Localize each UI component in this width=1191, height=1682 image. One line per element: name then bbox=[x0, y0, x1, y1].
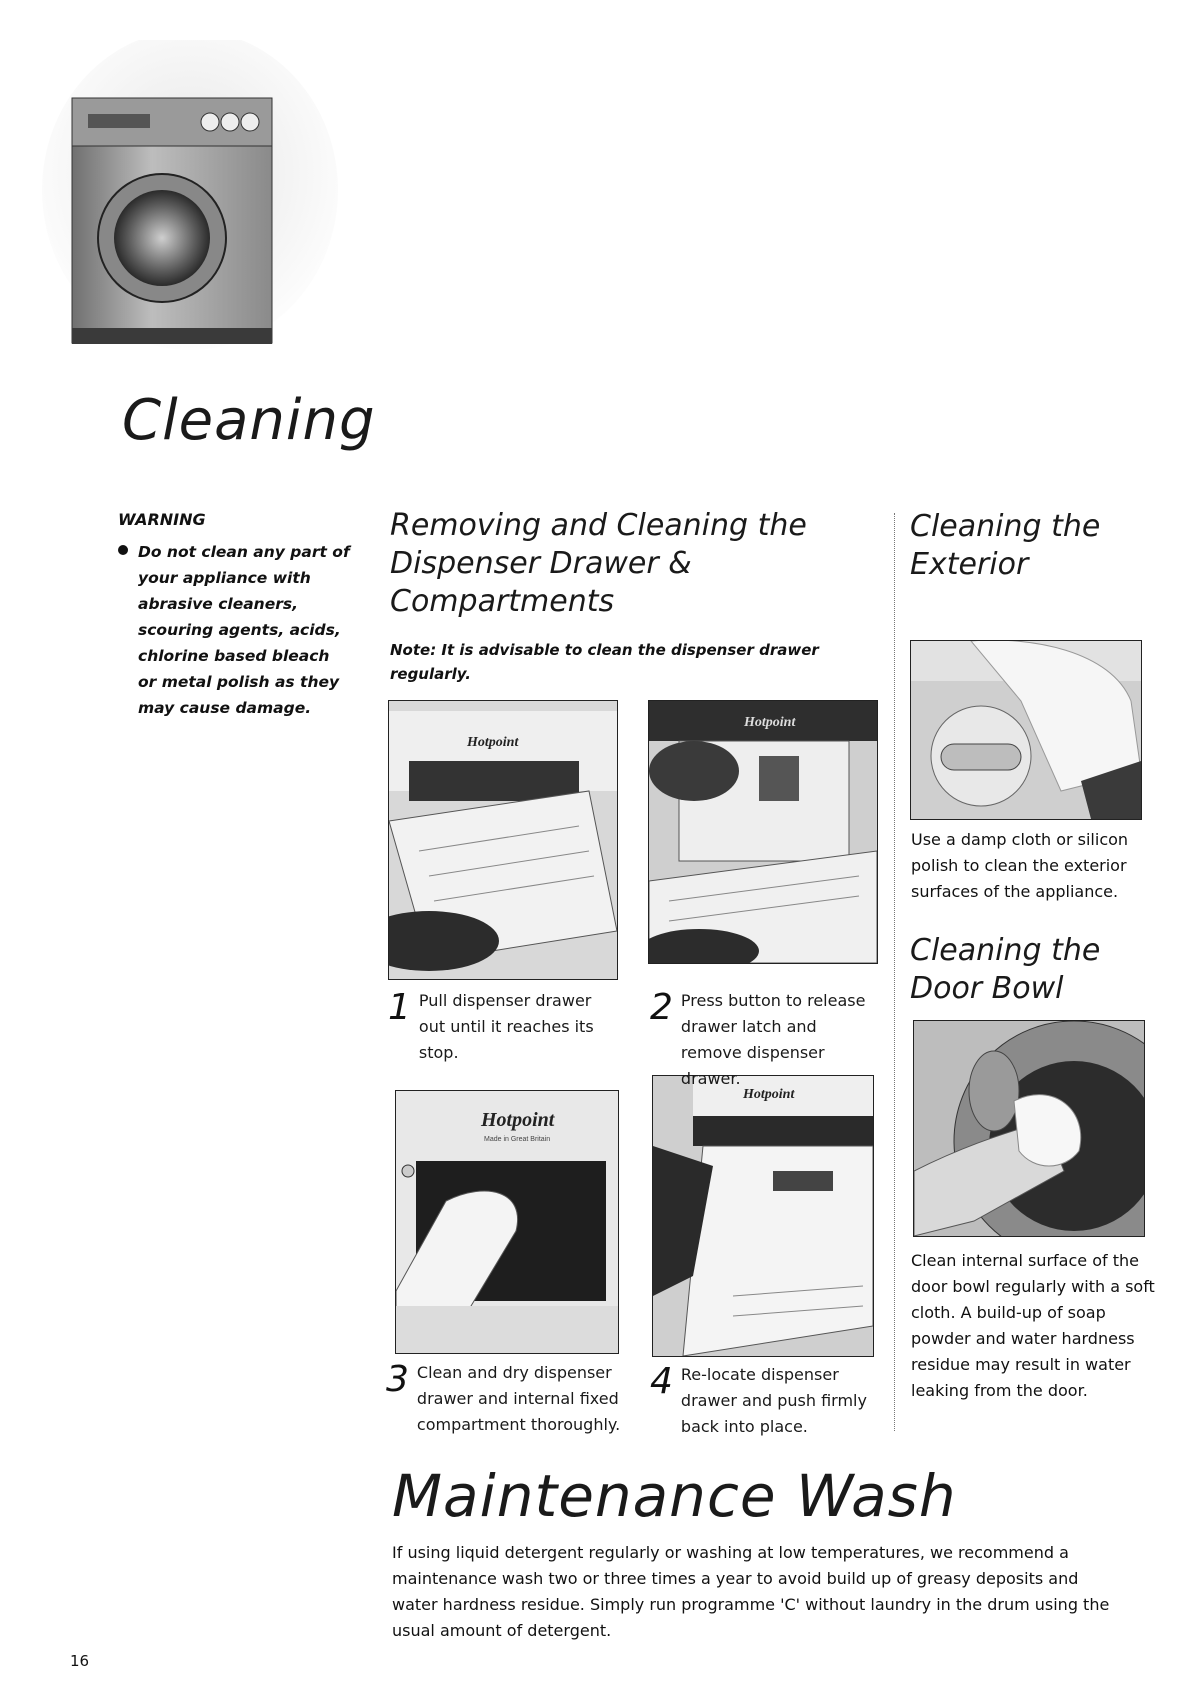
step-3-photo bbox=[395, 1090, 619, 1354]
step-2-text: Press button to release drawer latch and remove dispenser drawer. bbox=[680, 991, 866, 1088]
step-2-photo bbox=[648, 700, 878, 964]
page-number: 16 bbox=[70, 1652, 90, 1670]
dispenser-note: Note: It is advisable to clean the dispenser drawer regularly. bbox=[390, 641, 819, 683]
washing-machine-illustration bbox=[40, 40, 340, 360]
column-divider bbox=[894, 513, 895, 1431]
exterior-photo bbox=[910, 640, 1142, 820]
maintenance-wash-title: Maintenance Wash bbox=[392, 1462, 957, 1530]
step-4-number: 4 bbox=[650, 1361, 673, 1402]
warning-title: WARNING bbox=[118, 510, 206, 529]
step-1-text: Pull dispenser drawer out until it reaches its stop. bbox=[418, 991, 594, 1062]
brand-label: Hotpoint bbox=[467, 735, 519, 750]
step-3 bbox=[386, 1360, 636, 1438]
brand-label: Hotpoint bbox=[743, 1087, 795, 1102]
page-title: Cleaning bbox=[122, 388, 376, 453]
step-1-photo bbox=[388, 700, 618, 980]
exterior-section-title: Cleaning the Exterior bbox=[910, 509, 1101, 582]
step-3-number: 3 bbox=[386, 1359, 409, 1400]
door-bowl-photo bbox=[913, 1020, 1145, 1237]
bullet-icon bbox=[118, 545, 128, 555]
door-bowl-section-title: Cleaning the Door Bowl bbox=[910, 933, 1101, 1006]
step-4-text: Re-locate dispenser drawer and push firmly back into place. bbox=[680, 1365, 867, 1436]
step-4 bbox=[650, 1362, 880, 1440]
door-bowl-text: Clean internal surface of the door bowl regularly with a soft cloth. A build-up of soap powder and water hardness residue may result in water leaking from the door. bbox=[911, 1251, 1155, 1400]
made-in-label: Made in Great Britain bbox=[484, 1136, 551, 1143]
step-2-number: 2 bbox=[650, 987, 673, 1028]
maintenance-wash-text: If using liquid detergent regularly or washing at low temperatures, we recommend a maintenance wash two or three times a year to avoid build up of greasy deposits and water hardness residue. Simply run programme 'C' without laundry in the drum using the usual amount of detergent. bbox=[392, 1543, 1110, 1640]
step-1-number: 1 bbox=[388, 987, 411, 1028]
brand-label: Hotpoint bbox=[481, 1109, 555, 1131]
exterior-text: Use a damp cloth or silicon polish to clean the exterior surfaces of the appliance. bbox=[911, 830, 1129, 901]
brand-label: Hotpoint bbox=[744, 715, 796, 730]
step-4-photo bbox=[652, 1075, 874, 1357]
step-1 bbox=[388, 988, 618, 1066]
step-2 bbox=[650, 988, 880, 1092]
dispenser-section-title: Removing and Cleaning the Dispenser Drawer & Compartments bbox=[390, 508, 807, 619]
step-3-text: Clean and dry dispenser drawer and internal fixed compartment thoroughly. bbox=[416, 1363, 621, 1434]
warning-box bbox=[118, 510, 353, 721]
warning-text: Do not clean any part of your appliance with abrasive cleaners, scouring agents, acids, chlorine based bleach or metal polish as they may cause damage. bbox=[138, 543, 350, 717]
